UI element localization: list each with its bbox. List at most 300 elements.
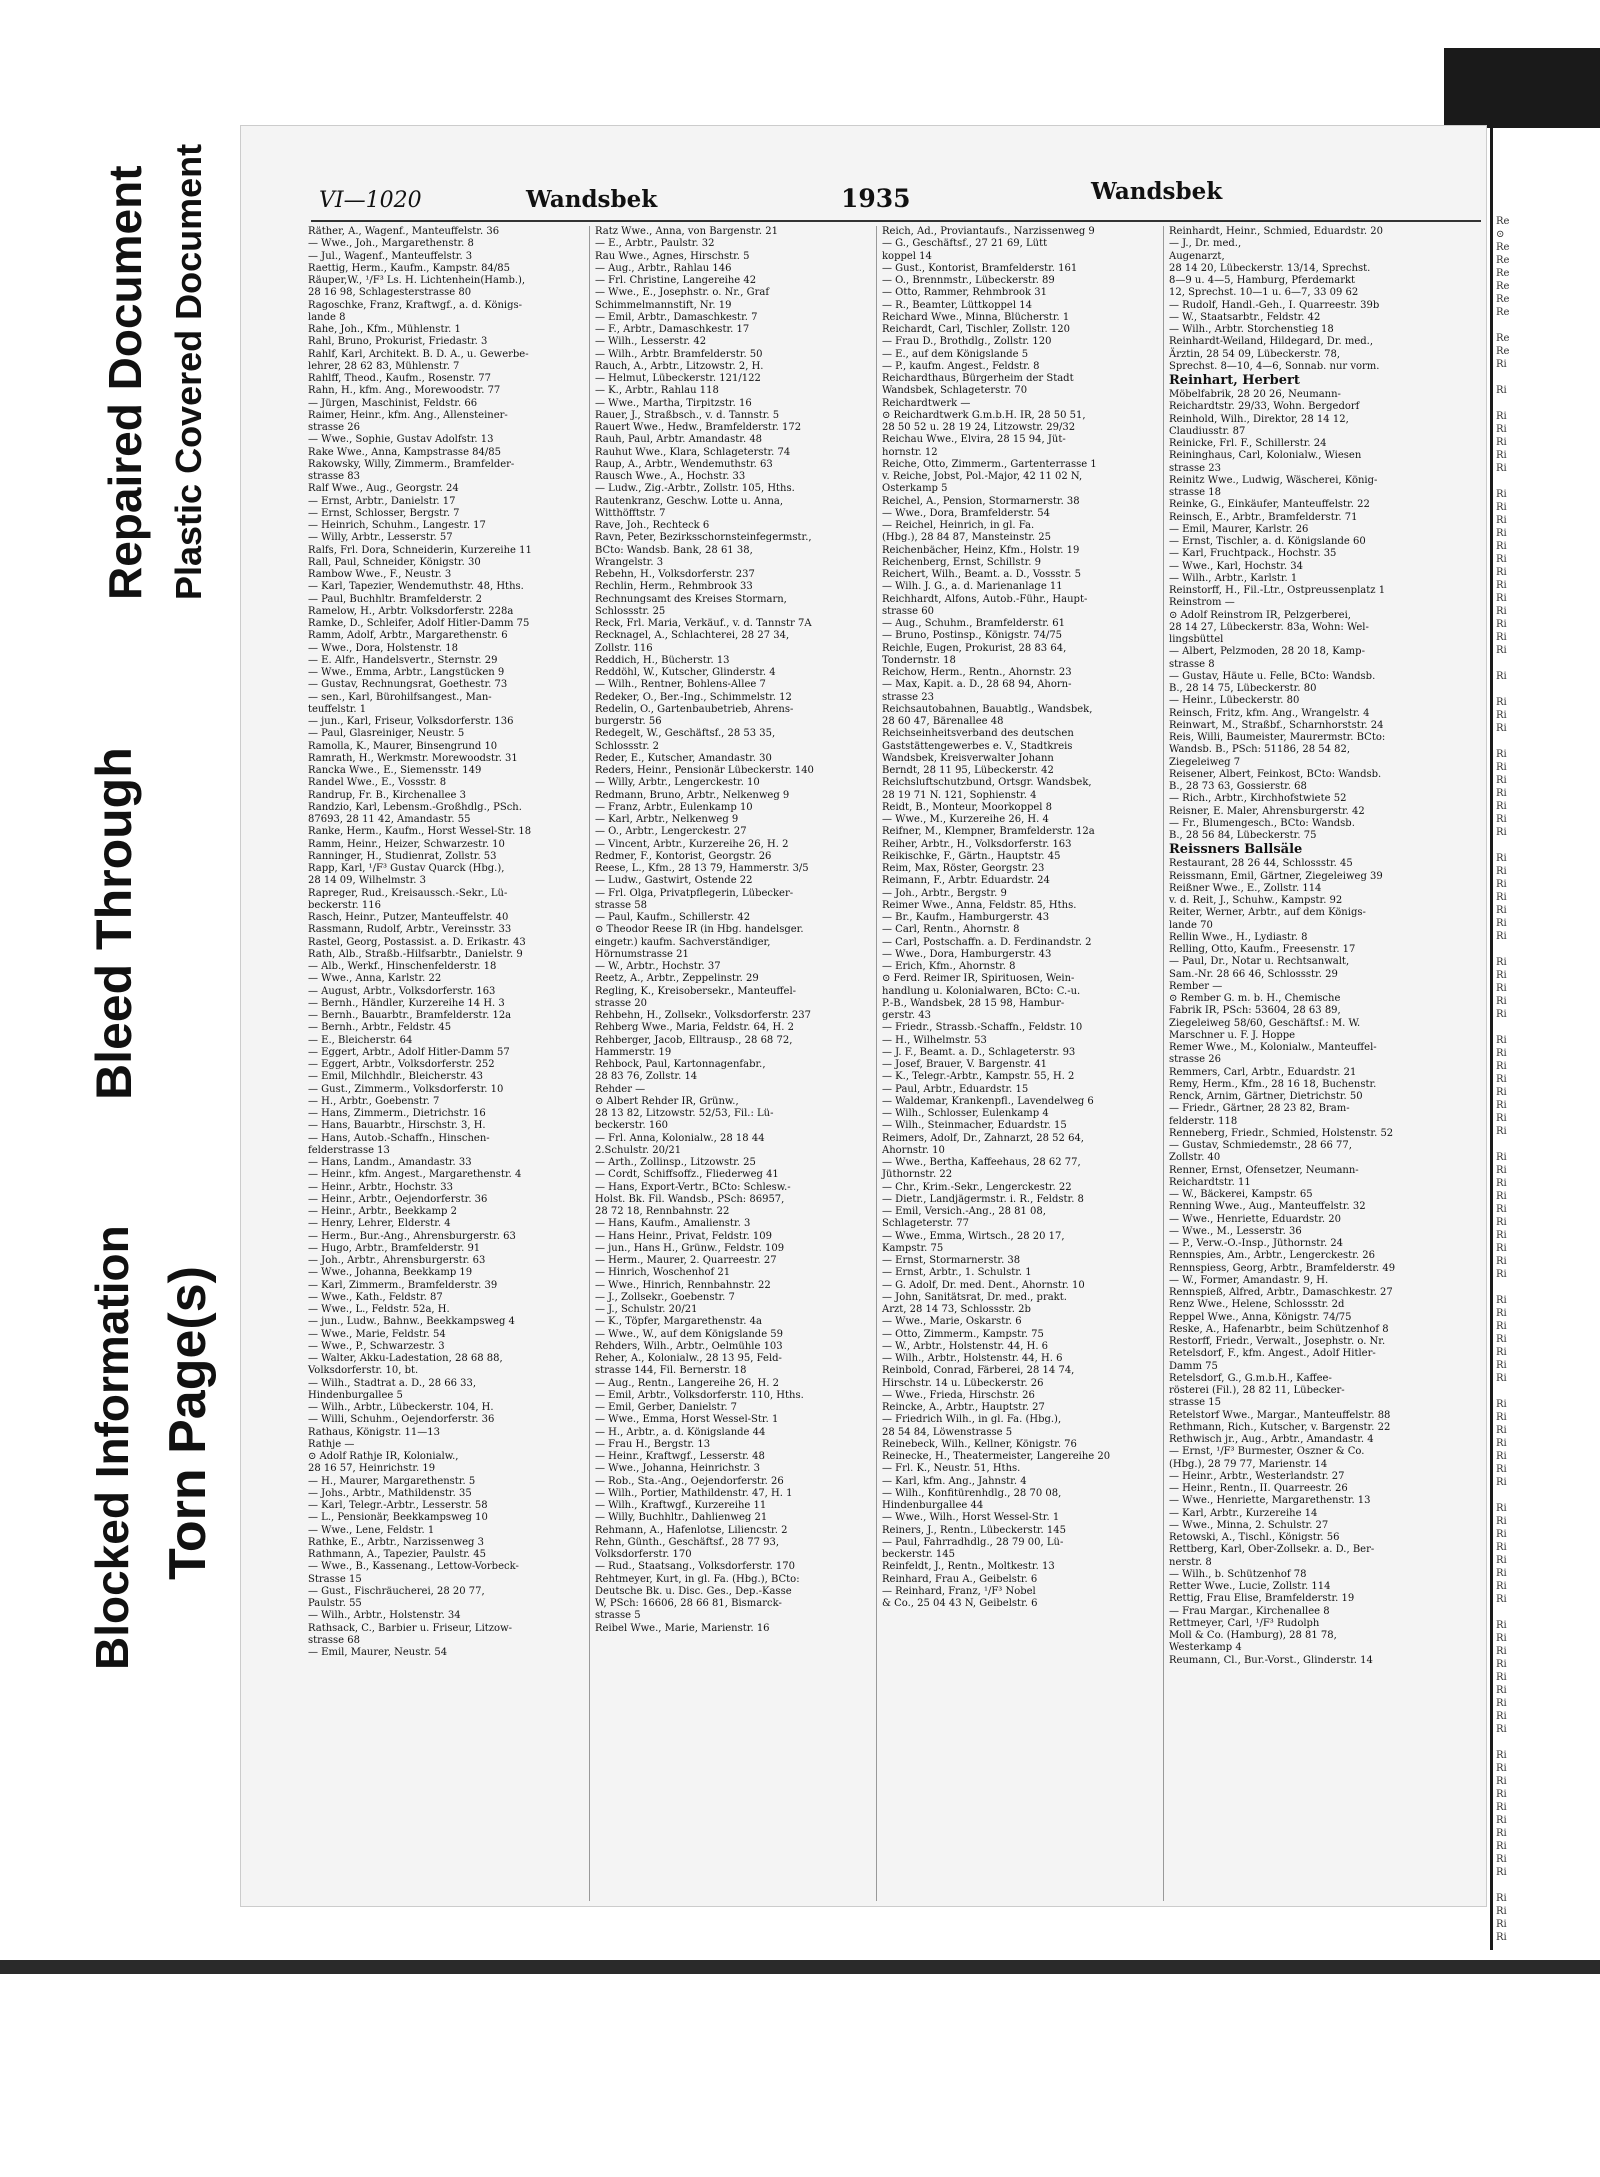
directory-entry: Reiher, Arbtr., H., Volksdorferstr. 163 (882, 838, 1072, 850)
directory-entry: Retelsdorf, F., kfm. Angest., Adolf Hitler- (1169, 1348, 1376, 1360)
directory-entry: — Rudolf, Handl.-Geh., I. Quarreestr. 39b (1169, 299, 1380, 311)
directory-entry: Augenarzt, (1169, 250, 1225, 262)
directory-entry: — Wilh., b. Schützenhof 78 (1169, 1568, 1307, 1580)
stamp-plastic-covered: Plastic Covered Document (168, 143, 209, 600)
directory-entry: Renz Wwe., Helene, Schlossstr. 2d (1169, 1299, 1345, 1311)
directory-entry: eingetr.) kaufm. Sachverständiger, (595, 936, 771, 948)
next-page-fragment: Ri (1496, 1659, 1507, 1670)
directory-entry: Redmer, F., Kontorist, Georgstr. 26 (595, 850, 772, 862)
directory-entry: Reichenberg, Ernst, Schillstr. 9 (882, 556, 1041, 568)
directory-entry: — Ludw., Gastwirt, Ostende 22 (595, 875, 753, 887)
directory-entry: Hindenburgallee 44 (882, 1500, 984, 1511)
directory-entry: lande 8 (308, 311, 346, 323)
next-page-fragment: Ri (1496, 489, 1507, 500)
directory-entry: Reetz, A., Arbtr., Zeppelinstr. 29 (595, 973, 759, 985)
directory-entry: — O., Brennmstr., Lübeckerstr. 89 (882, 275, 1055, 286)
directory-entry: nerstr. 8 (1169, 1556, 1212, 1568)
directory-entry: — Wilh. J. G., a. d. Marienanlage 11 (882, 581, 1063, 593)
directory-entry: Rakowsky, Willy, Zimmerm., Bramfelder- (308, 458, 515, 470)
stamp-blocked-information: Blocked Information (86, 1225, 138, 1670)
directory-entry: strasse 26 (1169, 1054, 1221, 1066)
directory-entry: Claudiusstr. 87 (1169, 425, 1246, 437)
directory-entry: — Hans, Export-Vertr., BCto: Schlesw.- (595, 1181, 791, 1193)
directory-entry: — O., Arbtr., Lengerckestr. 27 (595, 826, 747, 838)
directory-entry: Reinebeck, Wilh., Kellner, Königstr. 76 (882, 1438, 1077, 1450)
directory-entry: — J., Schulstr. 20/21 (595, 1304, 698, 1315)
book-spine-line (1490, 120, 1493, 1950)
next-page-fragment: Ri (1496, 1841, 1507, 1852)
directory-entry: — Carl, Rentn., Ahornstr. 8 (882, 924, 1020, 936)
next-page-fragment: Ri (1496, 879, 1507, 890)
directory-entry: — Jürgen, Maschinist, Feldstr. 66 (308, 397, 478, 409)
directory-entry: Ramrath, H., Werkmstr. Morewoodstr. 31 (308, 752, 518, 764)
header-year: 1935 (841, 184, 911, 213)
directory-entry: — Frl. Christine, Langereihe 42 (595, 275, 757, 286)
directory-entry: Reinstorff, H., Fil.-Ltr., Ostpreussenplatz 1 (1169, 585, 1386, 596)
next-page-fragment (1496, 657, 1600, 670)
directory-entry: — Heinr., Rentn., II. Quarreestr. 26 (1169, 1483, 1348, 1494)
directory-entry: Rehtmeyer, Kurt, in gl. Fa. (Hbg.), BCto: (595, 1573, 800, 1585)
directory-entry: Rethwisch jr., Aug., Arbtr., Amandastr. 4 (1169, 1434, 1374, 1445)
directory-entry: Reichardtwerk — (882, 397, 971, 409)
directory-entry: Reincke, A., Arbtr., Hauptstr. 27 (882, 1402, 1045, 1413)
directory-entry: Rath, Alb., Straßb.-Hilfsarbtr., Danielstr. 9 (308, 948, 523, 960)
directory-entry: — E., Arbtr., Paulstr. 32 (595, 238, 715, 250)
directory-entry: Reske, A., Hafenarbtr., beim Schützenhof 8 (1169, 1323, 1389, 1335)
directory-entry: — Eggert, Arbtr., Adolf Hitler-Damm 57 (308, 1046, 510, 1058)
directory-entry: Rember — (1169, 980, 1223, 992)
directory-entry: B., 28 14 75, Lübeckerstr. 80 (1169, 683, 1317, 694)
directory-entry: — Ernst, Tischler, a. d. Königslande 60 (1169, 536, 1366, 547)
directory-entry: Rastel, Georg, Postassist. a. D. Erikastr. 43 (308, 936, 526, 948)
directory-entry: Reichel, A., Pension, Stormarnerstr. 38 (882, 495, 1080, 507)
next-page-fragment: Ri (1496, 1438, 1507, 1449)
next-page-fragment: Ri (1496, 1685, 1507, 1696)
directory-entry: — Wilh., Arbtr., Karlstr. 1 (1169, 572, 1298, 584)
directory-entry: — Vincent, Arbtr., Kurzereihe 26, H. 2 (595, 838, 789, 850)
next-page-fragment: Ri (1496, 580, 1507, 591)
directory-entry: Ziegeleiweg 58/60, Geschäftsf.: M. W. (1169, 1017, 1361, 1029)
directory-entry: strasse 144, Fil. Bernerstr. 18 (595, 1365, 747, 1377)
directory-entry: — Karl, Fruchtpack., Hochstr. 35 (1169, 548, 1337, 560)
next-page-fragment: Ri (1496, 1100, 1507, 1111)
directory-entry: Rebehn, H., Volksdorferstr. 237 (595, 569, 755, 580)
directory-entry: Gaststättengewerbes e. V., Stadtkreis (882, 740, 1073, 752)
directory-entry: Ranke, Herm., Kaufm., Horst Wessel-Str. 18 (308, 826, 532, 838)
next-page-fragment (1496, 1021, 1600, 1034)
directory-entry: Reinfeldt, J., Rentn., Moltkestr. 13 (882, 1561, 1055, 1573)
directory-entry: Ragoschke, Franz, Kraftwgf., a. d. Königs- (308, 299, 523, 311)
directory-entry: Randel Wwe., E., Vossstr. 8 (308, 777, 447, 789)
next-page-fragment: Re (1496, 216, 1510, 227)
next-page-fragment: Ri (1496, 996, 1507, 1007)
directory-entry: burgerstr. 56 (595, 716, 662, 727)
directory-entry: Reichau Wwe., Elvira, 28 15 94, Jüt- (882, 434, 1066, 446)
directory-entry: Hindenburgallee 5 (308, 1389, 403, 1401)
directory-entry: Raup, A., Arbtr., Wendemuthstr. 63 (595, 458, 773, 470)
next-page-fragment: Ri (1496, 1269, 1507, 1280)
directory-entry: — Helmut, Lübeckerstr. 121/122 (595, 373, 761, 384)
directory-entry: — Jul., Wagenf., Manteuffelstr. 3 (308, 250, 473, 262)
directory-entry: Rathmann, A., Tapezier, Paulstr. 45 (308, 1549, 487, 1560)
next-page-fragment: Ri (1496, 1074, 1507, 1085)
next-page-fragment: Ri (1496, 1620, 1507, 1631)
directory-entry: — Hans, Zimmerm., Dietrichstr. 16 (308, 1108, 486, 1119)
stamp-bleed-through: Bleed Through (86, 747, 142, 1100)
next-page-fragment: Ri (1496, 983, 1507, 994)
directory-entry: Damm 75 (1169, 1360, 1218, 1372)
directory-entry: — Wilh., Konfitürenhdlg., 28 70 08, (882, 1487, 1062, 1499)
directory-entry: — Gustav, Häute u. Felle, BCto: Wandsb. (1169, 670, 1376, 682)
directory-entry: 28 14 20, Lübeckerstr. 13/14, Sprechst. (1169, 262, 1371, 274)
directory-entry: — W., Former, Amandastr. 9, H. (1169, 1274, 1329, 1286)
directory-entry: — Wilh., Schlosser, Eulenkamp 4 (882, 1108, 1049, 1119)
directory-entry: Rancka Wwe., E., Siemensstr. 149 (308, 765, 482, 776)
directory-entry: strasse 26 (308, 422, 360, 433)
directory-entry: Berndt, 28 11 95, Lübeckerstr. 42 (882, 765, 1054, 776)
directory-entry: Retelsdorf, G., G.m.b.H., Kaffee- (1169, 1372, 1332, 1384)
directory-entry: Remy, Herm., Kfm., 28 16 18, Buchenstr. (1169, 1078, 1377, 1090)
directory-entry: Renneberg, Friedr., Schmied, Holstenstr. 52 (1169, 1127, 1394, 1139)
next-page-fragment (1496, 397, 1600, 410)
directory-entry: — Wwe., Anna, Karlstr. 22 (308, 973, 442, 985)
page-number: VI—1020 (319, 188, 422, 213)
directory-entry: 8—9 u. 4—5, Hamburg, Pferdemarkt (1169, 275, 1356, 286)
directory-entry: Redelin, O., Gartenbaubetrieb, Ahrens- (595, 703, 794, 715)
directory-entry: — Ludw., Zig.-Arbtr., Zollstr. 105, Hths. (595, 483, 795, 495)
directory-entry: strasse 58 (595, 899, 647, 911)
directory-entry: gerstr. 43 (882, 1010, 932, 1021)
running-title-left: Wandsbek (526, 186, 658, 213)
directory-entry: Retelstorf Wwe., Margar., Manteuffelstr. 88 (1169, 1409, 1391, 1421)
directory-entry: Arzt, 28 14 73, Schlossstr. 2b (882, 1304, 1031, 1315)
directory-entry: ⊙ Albert Rehder IR, Grünw., (595, 1095, 739, 1107)
next-page-fragment (1496, 1736, 1600, 1749)
next-page-fragment: Ri (1496, 424, 1507, 435)
directory-entry: felderstrasse 13 (308, 1144, 390, 1156)
next-page-fragment: Ri (1496, 866, 1507, 877)
directory-entry: Reders, Heinr., Pensionär Lübeckerstr. 140 (595, 765, 814, 776)
next-page-fragment: Re (1496, 268, 1510, 279)
next-page-fragment: Ri (1496, 1113, 1507, 1124)
directory-entry: Hörnumstrasse 21 (595, 948, 689, 960)
next-page-fragment: Ri (1496, 1542, 1507, 1553)
directory-entry: — Joh., Arbtr., Bergstr. 9 (882, 887, 1007, 899)
directory-entry: lingsbüttel (1169, 634, 1224, 645)
directory-entry: Reisener, Albert, Feinkost, BCto: Wandsb. (1169, 768, 1382, 780)
directory-entry: strasse 68 (308, 1634, 360, 1646)
directory-entry: — Emil, Versich.-Ang., 28 81 08, (882, 1206, 1046, 1217)
directory-entry: Reisner, E. Maler, Ahrensburgerstr. 42 (1169, 805, 1365, 817)
directory-entry: Sprechst. 8—10, 4—6, Sonnab. nur vorm. (1169, 360, 1380, 372)
directory-entry: — Wilh., Steinmacher, Eduardstr. 15 (882, 1120, 1067, 1132)
directory-entry: ⊙ Rember G. m. b. H., Chemische (1169, 993, 1341, 1004)
directory-entry: 28 19 71 N. 121, Sophienstr. 4 (882, 789, 1037, 801)
directory-entry: Rehberger, Jacob, Elltrausp., 28 68 72, (595, 1034, 793, 1046)
directory-entry: — Emil, Arbtr., Volksdorferstr. 110, Hths. (595, 1389, 804, 1401)
directory-entry: — Herm., Maurer, 2. Quarreestr. 27 (595, 1255, 777, 1266)
next-page-fragment (1496, 371, 1600, 384)
directory-entry: Reibel Wwe., Marie, Marienstr. 16 (595, 1622, 770, 1634)
directory-entry: Rau Wwe., Agnes, Hirschstr. 5 (595, 250, 750, 262)
next-page-fragment: Ri (1496, 1477, 1507, 1488)
next-page-fragment: Ri (1496, 1815, 1507, 1826)
next-page-fragment: Ri (1496, 1256, 1507, 1267)
directory-entry: Redegelt, W., Geschäftsf., 28 53 35, (595, 728, 776, 740)
next-page-fragment: Ri (1496, 931, 1507, 942)
directory-entry: — Carl, Postschaffn. a. D. Ferdinandstr. 2 (882, 936, 1092, 948)
next-page-fragment (1496, 475, 1600, 488)
next-page-fragment: Re (1496, 307, 1510, 318)
directory-entry: — Erich, Kfm., Ahornstr. 8 (882, 961, 1016, 972)
directory-entry: Wandsb. B., PSch: 51186, 28 54 82, (1169, 744, 1351, 756)
next-page-fragment: Re (1496, 281, 1510, 292)
next-page-fragment: Ri (1496, 1178, 1507, 1189)
next-page-fragment: Ri (1496, 359, 1507, 370)
directory-entry: Reissners Ballsäle (1169, 842, 1303, 858)
directory-entry: — Wwe., B., Kassenang., Lettow-Vorbeck- (308, 1561, 519, 1573)
directory-entry: — Wwe., W., auf dem Königslande 59 (595, 1328, 784, 1340)
directory-entry: — Heinr., Kraftwgf., Lesserstr. 48 (595, 1451, 765, 1462)
directory-entry: — Max, Kapit. a. D., 28 68 94, Ahorn- (882, 679, 1072, 691)
directory-entry: 87693, 28 11 42, Amandastr. 55 (308, 814, 471, 825)
directory-entry: — J. F., Beamt. a. D., Schlageterstr. 93 (882, 1046, 1076, 1058)
directory-entry: strasse 18 (1169, 487, 1221, 498)
directory-entry: — Gust., Fischräucherei, 28 20 77, (308, 1585, 485, 1597)
directory-entry: Renning Wwe., Aug., Manteuffelstr. 32 (1169, 1201, 1366, 1213)
next-page-fragment: Ri (1496, 1776, 1507, 1787)
directory-entry: — Frau Margar., Kirchenallee 8 (1169, 1605, 1330, 1617)
directory-entry: Reinsch, E., Arbtr., Bramfelderstr. 71 (1169, 511, 1358, 523)
next-page-fragment: Ri (1496, 671, 1507, 682)
directory-entry: Retowski, A., Tischl., Königstr. 56 (1169, 1532, 1340, 1543)
directory-entry: Reder, E., Kutscher, Amandastr. 30 (595, 752, 772, 764)
next-page-fragment: Ri (1496, 723, 1507, 734)
directory-entry: — Waldemar, Krankenpfl., Lavendelweg 6 (882, 1095, 1094, 1107)
directory-entry: — Heinr., Arbtr., Hochstr. 33 (308, 1181, 454, 1193)
scan-bottom-rule (0, 1960, 1600, 1974)
directory-entry: — Karl, Tapezier, Wendemuthstr. 48, Hths. (308, 581, 524, 593)
directory-entry: — jun., Karl, Friseur, Volksdorferstr. 136 (308, 716, 514, 727)
directory-entry: koppel 14 (882, 250, 932, 262)
next-page-fragment: Ri (1496, 1373, 1507, 1384)
directory-entry: Rennspieß, Alfred, Arbtr., Damaschkestr. 27 (1169, 1287, 1393, 1298)
next-page-fragment: Ri (1496, 1230, 1507, 1241)
directory-entry: — Rich., Arbtr., Kirchhofstwiete 52 (1169, 793, 1347, 805)
directory-entry: — K., Arbtr., Rahlau 118 (595, 385, 719, 397)
next-page-fragment: Re (1496, 294, 1510, 305)
directory-entry: — Wwe., Minna, 2. Schulstr. 27 (1169, 1519, 1329, 1531)
next-page-fragment: Ri (1496, 1412, 1507, 1423)
next-page-fragment: Ri (1496, 1152, 1507, 1163)
directory-entry: Reinicke, Frl. F., Schillerstr. 24 (1169, 438, 1327, 449)
next-page-fragment: Ri (1496, 788, 1507, 799)
directory-entry: — Wilh., Portier, Mathildenstr. 47, H. 1 (595, 1487, 793, 1499)
directory-entry: Raimer, Heinr., kfm. Ang., Allensteiner- (308, 409, 508, 421)
directory-entry: — Karl, kfm. Ang., Jahnstr. 4 (882, 1475, 1027, 1487)
directory-entry: — Wilh., Arbtr., Lübeckerstr. 104, H. (308, 1402, 494, 1413)
next-page-fragment: Ri (1496, 918, 1507, 929)
directory-entry: Rehmann, A., Hafenlotse, Liliencstr. 2 (595, 1524, 788, 1536)
directory-entry: Reissmann, Emil, Gärtner, Ziegeleiweg 39 (1169, 870, 1383, 882)
directory-entry: — Paul, Kaufm., Schillerstr. 42 (595, 912, 751, 923)
page-header (241, 126, 1486, 221)
directory-entry: 28 16 57, Heinrichstr. 19 (308, 1463, 436, 1475)
directory-entry: 28 50 52 u. 28 19 24, Litzowstr. 29/32 (882, 422, 1076, 433)
directory-entry: Reinhart, Herbert (1169, 373, 1300, 388)
directory-entry: — Ernst, ¹/F³ Burmester, Oszner & Co. (1169, 1446, 1365, 1458)
directory-entry: hornstr. 12 (882, 446, 938, 458)
directory-entry: — Bernh., Händler, Kurzereihe 14 H. 3 (308, 997, 505, 1009)
directory-entry: — Wilh., Arbtr., Holstenstr. 34 (308, 1610, 461, 1622)
directory-entry: Reinbold, Conrad, Färberei, 28 14 74, (882, 1365, 1075, 1377)
directory-entry: — Wwe., Emma, Wirtsch., 28 20 17, (882, 1230, 1065, 1242)
directory-entry: Schimmelmannstift, Nr. 19 (595, 299, 732, 311)
directory-entry: Rall, Paul, Schneider, Königstr. 30 (308, 556, 481, 568)
directory-entry: — Wwe., Henriette, Eduardstr. 20 (1169, 1213, 1341, 1225)
directory-entry: Rapp, Karl, ¹/F³ Gustav Quarck (Hbg.), (308, 863, 505, 874)
directory-entry: — Ernst, Arbtr., 1. Schulstr. 1 (882, 1267, 1032, 1279)
directory-entry: Reinhold, Wilh., Direktor, 28 14 12, (1169, 413, 1349, 425)
directory-entry: — Heinrich, Schuhm., Langestr. 17 (308, 520, 486, 531)
directory-column-2 (590, 226, 877, 1901)
directory-entry: — Wilh., Arbtr., Holstenstr. 44, H. 6 (882, 1353, 1063, 1364)
next-page-fragment: Ri (1496, 892, 1507, 903)
directory-column-1 (303, 226, 590, 1901)
directory-entry: — Otto, Zimmerm., Kampstr. 75 (882, 1328, 1044, 1340)
next-page-fragment: Ri (1496, 1425, 1507, 1436)
next-page-fragment: Ri (1496, 645, 1507, 656)
directory-entry: Rapreger, Rud., Kreisaussch.-Sekr., Lü- (308, 887, 508, 899)
next-page-fragment (1496, 943, 1600, 956)
next-page-fragment (1496, 1385, 1600, 1398)
next-page-fragment: Ri (1496, 762, 1507, 773)
directory-entry: Reichsautobahnen, Bauabtlg., Wandsbek, (882, 703, 1093, 715)
next-page-fragment: Ri (1496, 1451, 1507, 1462)
directory-entry: — Paul, Arbtr., Eduardstr. 15 (882, 1083, 1029, 1095)
next-page-fragment (1496, 1281, 1600, 1294)
next-page-fragment: ⊙ (1496, 229, 1505, 240)
directory-entry: — Herm., Bur.-Ang., Ahrensburgerstr. 63 (308, 1230, 516, 1242)
directory-entry: strasse 15 (1169, 1397, 1221, 1409)
directory-entry: — Heinr., Arbtr., Westerlandstr. 27 (1169, 1470, 1345, 1482)
directory-entry: Reimers, Adolf, Dr., Zahnarzt, 28 52 64, (882, 1132, 1084, 1144)
directory-entry: — Wwe., Joh., Margarethenstr. 8 (308, 238, 474, 250)
directory-entry: — Heinr., Arbtr., Oejendorferstr. 36 (308, 1193, 488, 1205)
directory-entry: Renck, Arnim, Gärtner, Dietrichstr. 50 (1169, 1091, 1363, 1102)
directory-entry: beckerstr. 145 (882, 1549, 955, 1560)
next-page-fragment: Ri (1496, 593, 1507, 604)
directory-entry: — Frl. Olga, Privatpflegerin, Lübecker- (595, 887, 794, 899)
directory-entry: — Wwe., M., Kurzereihe 26, H. 4 (882, 814, 1049, 825)
directory-entry: handlung u. Kolonialwaren, BCto: C.-u. (882, 985, 1081, 997)
directory-entry: Rauer, J., Straßbsch., v. d. Tannstr. 5 (595, 409, 780, 421)
directory-column-3 (877, 226, 1164, 1901)
directory-entry: — Karl, Arbtr., Kurzereihe 14 (1169, 1507, 1318, 1519)
directory-entry: — Emil, Gerber, Danielstr. 7 (595, 1402, 738, 1413)
directory-entry: — Wilh., Rentner, Bohlens-Allee 7 (595, 679, 766, 691)
directory-entry: Renner, Ernst, Ofensetzer, Neumann- (1169, 1164, 1359, 1176)
directory-entry: Rehbock, Paul, Kartonnagenfabr., (595, 1059, 766, 1070)
directory-entry: Reichardtstr. 11 (1169, 1176, 1251, 1188)
directory-entry: Remer Wwe., M., Kolonialw., Manteuffel- (1169, 1042, 1377, 1053)
directory-entry: Ranninger, H., Studienrat, Zollstr. 53 (308, 850, 497, 862)
directory-entry: Westerkamp 4 (1169, 1642, 1242, 1654)
directory-entry: beckerstr. 160 (595, 1120, 668, 1132)
directory-entry: Reichsluftschutzbund, Ortsgr. Wandsbek, (882, 777, 1092, 789)
directory-entry: lande 70 (1169, 919, 1213, 931)
directory-entry: — Wwe., Emma, Horst Wessel-Str. 1 (595, 1414, 779, 1426)
directory-entry: — F., Arbtr., Damaschkestr. 17 (595, 324, 750, 335)
directory-entry: — Wwe., Hinrich, Rennbahnstr. 22 (595, 1279, 771, 1291)
directory-entry: — Bruno, Postinsp., Königstr. 74/75 (882, 630, 1063, 642)
directory-entry: — Rob., Sta.-Ang., Oejendorferstr. 26 (595, 1475, 784, 1487)
directory-entry: Rechnungsamt des Kreises Stormarn, (595, 593, 787, 605)
directory-entry: Wandsbek, Schlageterstr. 70 (882, 385, 1028, 397)
directory-entry: ⊙ Reichardtwerk G.m.b.H. IR, 28 50 51, (882, 409, 1086, 421)
next-page-fragment: Ri (1496, 1854, 1507, 1865)
directory-entry: B., 28 73 63, Gossierstr. 68 (1169, 781, 1307, 792)
directory-entry: Hirschstr. 14 u. Lübeckerstr. 26 (882, 1377, 1044, 1389)
directory-entry: Marschner u. F. J. Hoppe (1169, 1029, 1296, 1041)
directory-entry: — Br., Kaufm., Hamburgerstr. 43 (882, 912, 1050, 923)
directory-entry: Reiter, Werner, Arbtr., auf dem Königs- (1169, 907, 1366, 919)
next-page-fragment: Ri (1496, 1529, 1507, 1540)
directory-entry: — Wwe., Marie, Feldstr. 54 (308, 1328, 446, 1340)
directory-entry: strasse 23 (882, 691, 934, 703)
header-rule (311, 220, 1481, 222)
directory-entry: — E. Alfr., Handelsvertr., Sternstr. 29 (308, 654, 498, 666)
directory-entry: — P., Verw.-O.-Insp., Jüthornstr. 24 (1169, 1238, 1344, 1249)
directory-entry: Hammerstr. 19 (595, 1046, 672, 1058)
next-page-fragment: Ri (1496, 1048, 1507, 1059)
directory-entry: Jüthornstr. 22 (882, 1169, 953, 1181)
directory-entry: strasse 60 (882, 605, 934, 617)
directory-entry: Rehbehn, H., Zollsekr., Volksdorferstr. 237 (595, 1010, 811, 1021)
directory-entry: Reinsch, Fritz, kfm. Ang., Wrangelstr. 4 (1169, 707, 1370, 719)
next-page-fragment: Ri (1496, 775, 1507, 786)
directory-entry: 28 13 82, Litzowstr. 52/53, Fil.: Lü- (595, 1108, 774, 1119)
directory-entry: Reimer Wwe., Anna, Feldstr. 85, Hths. (882, 899, 1077, 911)
directory-entry: — Frl. Anna, Kolonialw., 28 18 44 (595, 1132, 765, 1144)
directory-entry: — Wwe., M., Lesserstr. 36 (1169, 1225, 1302, 1237)
directory-entry: — Eggert, Arbtr., Volksdorferstr. 252 (308, 1059, 495, 1070)
directory-entry: rösterei (Fil.), 28 82 11, Lübecker- (1169, 1385, 1345, 1396)
directory-entry: Rauert Wwe., Hedw., Bramfelderstr. 172 (595, 422, 802, 433)
directory-entry: Reinwart, M., Straßbf., Scharnhorststr. 24 (1169, 719, 1384, 731)
directory-entry: — Hans, Landm., Amandastr. 33 (308, 1157, 472, 1168)
directory-entry: Räuper,W., ¹/F³ Ls. H. Lichtenhein(Hamb.), (308, 275, 526, 286)
directory-entry: Remmers, Carl, Arbtr., Eduardstr. 21 (1169, 1066, 1357, 1078)
directory-entry: 28 60 47, Bärenallee 48 (882, 716, 1004, 727)
next-page-fragment: Ri (1496, 827, 1507, 838)
next-page-fragment: Ri (1496, 697, 1507, 708)
directory-entry: Rautenkranz, Geschw. Lotte u. Anna, (595, 495, 784, 507)
directory-entry: — Wwe., Marie, Oskarstr. 6 (882, 1316, 1022, 1328)
directory-entry: Schlageterstr. 77 (882, 1218, 970, 1230)
directory-entry: — Willy, Buchhltr., Dahlienweg 21 (595, 1512, 768, 1524)
directory-entry: Reddich, H., Bücherstr. 13 (595, 654, 730, 666)
directory-entry: — Reinhard, Franz, ¹/F³ Nobel (882, 1585, 1036, 1597)
directory-entry: Rettig, Frau Elise, Bramfelderstr. 19 (1169, 1593, 1355, 1605)
next-page-fragment: Ri (1496, 1503, 1507, 1514)
next-page-fragment: Ri (1496, 1087, 1507, 1098)
next-page-fragment: Ri (1496, 632, 1507, 643)
next-page-fragment: Ri (1496, 1035, 1507, 1046)
directory-entry: Witthöfftstr. 7 (595, 507, 666, 519)
directory-entry: Rennspies, Am., Arbtr., Lengerckestr. 26 (1169, 1250, 1375, 1262)
directory-entry: Reich, Ad., Proviantaufs., Narzissenweg 9 (882, 226, 1095, 237)
